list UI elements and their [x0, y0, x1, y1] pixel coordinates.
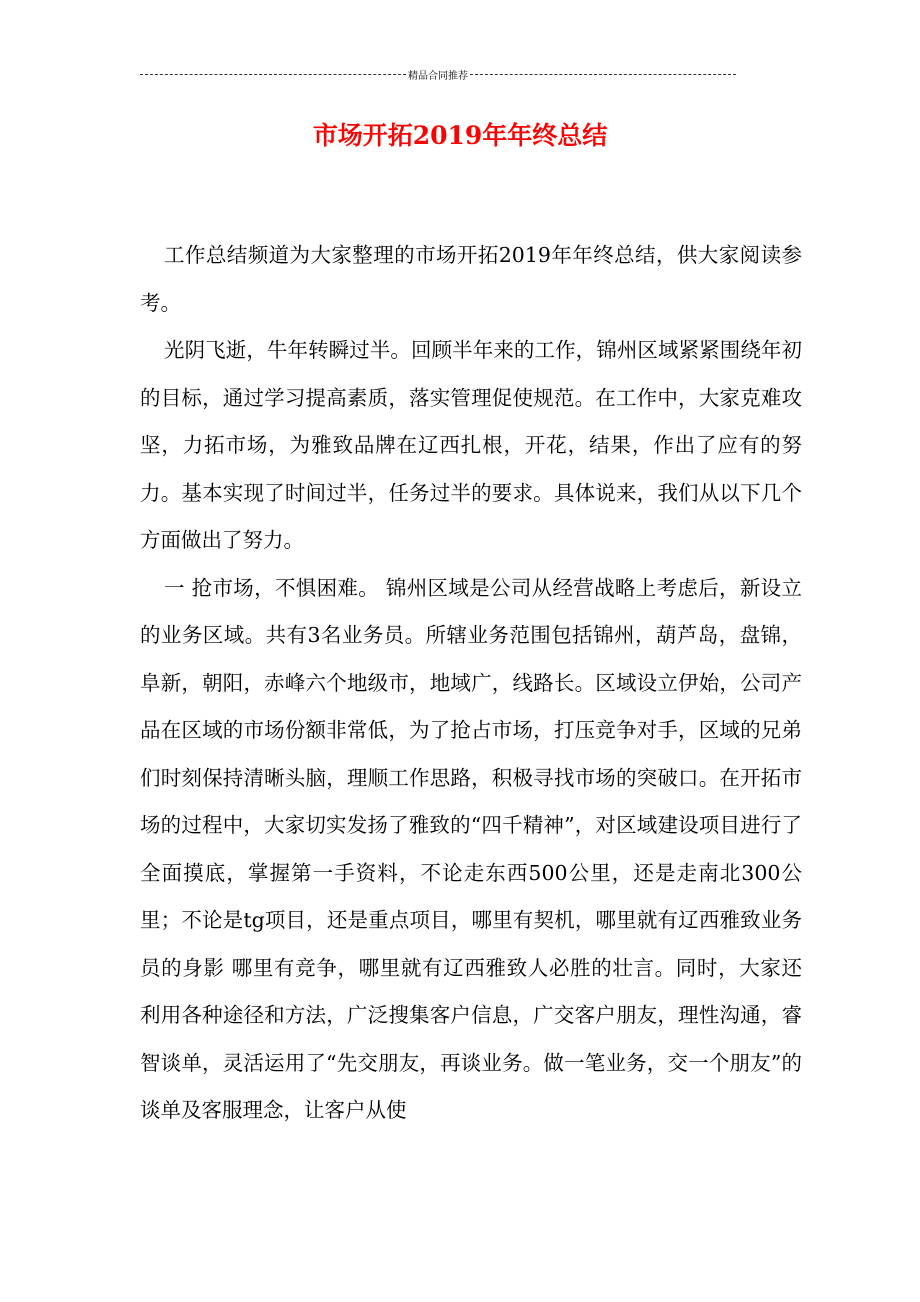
header-label: 精品合同推荐: [408, 70, 468, 82]
paragraph-overview: 光阴飞逝，牛年转瞬过半。回顾半年来的工作，锦州区域紧紧围绕年初的目标，通过学习提高素质，落实管理促使规范。在工作中，大家克难攻坚，力拓市场，为雅致品牌在辽西扎根，开花，结果，作出了应有的努力。基本实现了时间过半，任务过半的要求。具体说来，我们从以下几个方面做出了努力。: [140, 338, 802, 552]
header-dash-left: [140, 74, 406, 75]
page-header: [140, 66, 736, 82]
document-body: [140, 232, 802, 1135]
document-title: 市场开拓2019年年终总结: [312, 121, 608, 150]
header-dash-right: [470, 74, 736, 75]
paragraph-section-one: 一 抢市场，不惧困难。 锦州区域是公司从经营战略上考虑后，新设立的业务区域。共有3名业务员。所辖业务范围包括锦州，葫芦岛，盘锦，阜新，朝阳，赤峰六个地级市，地域广，线路长。区域设立伊始，公司产品在区域的市场份额非常低，为了抢占市场，打压竞争对手，区域的兄弟们时刻保持清晰头脑，理顺工作思路，积极寻找市场的突破口。在开拓市场的过程中，大家切实发扬了雅致的“四千精神”，对区域建设项目进行了全面摸底，掌握第一手资料，不论走东西500公里，还是走南北300公里；不论是tg项目，还是重点项目，哪里有契机，哪里就有辽西雅致业务员的身影 哪里有竞争，哪里就有辽西雅致人必胜的壮言。同时，大家还利用各种途径和方法，广泛搜集客户信息，广交客户朋友，理性沟通，睿智谈单，灵活运用了“先交朋友，再谈业务。做一笔业务，交一个朋友”的谈单及客服理念，让客户从使: [140, 575, 802, 1122]
paragraph-intro: 工作总结频道为大家整理的市场开拓2019年年终总结，供大家阅读参考。: [140, 243, 802, 315]
